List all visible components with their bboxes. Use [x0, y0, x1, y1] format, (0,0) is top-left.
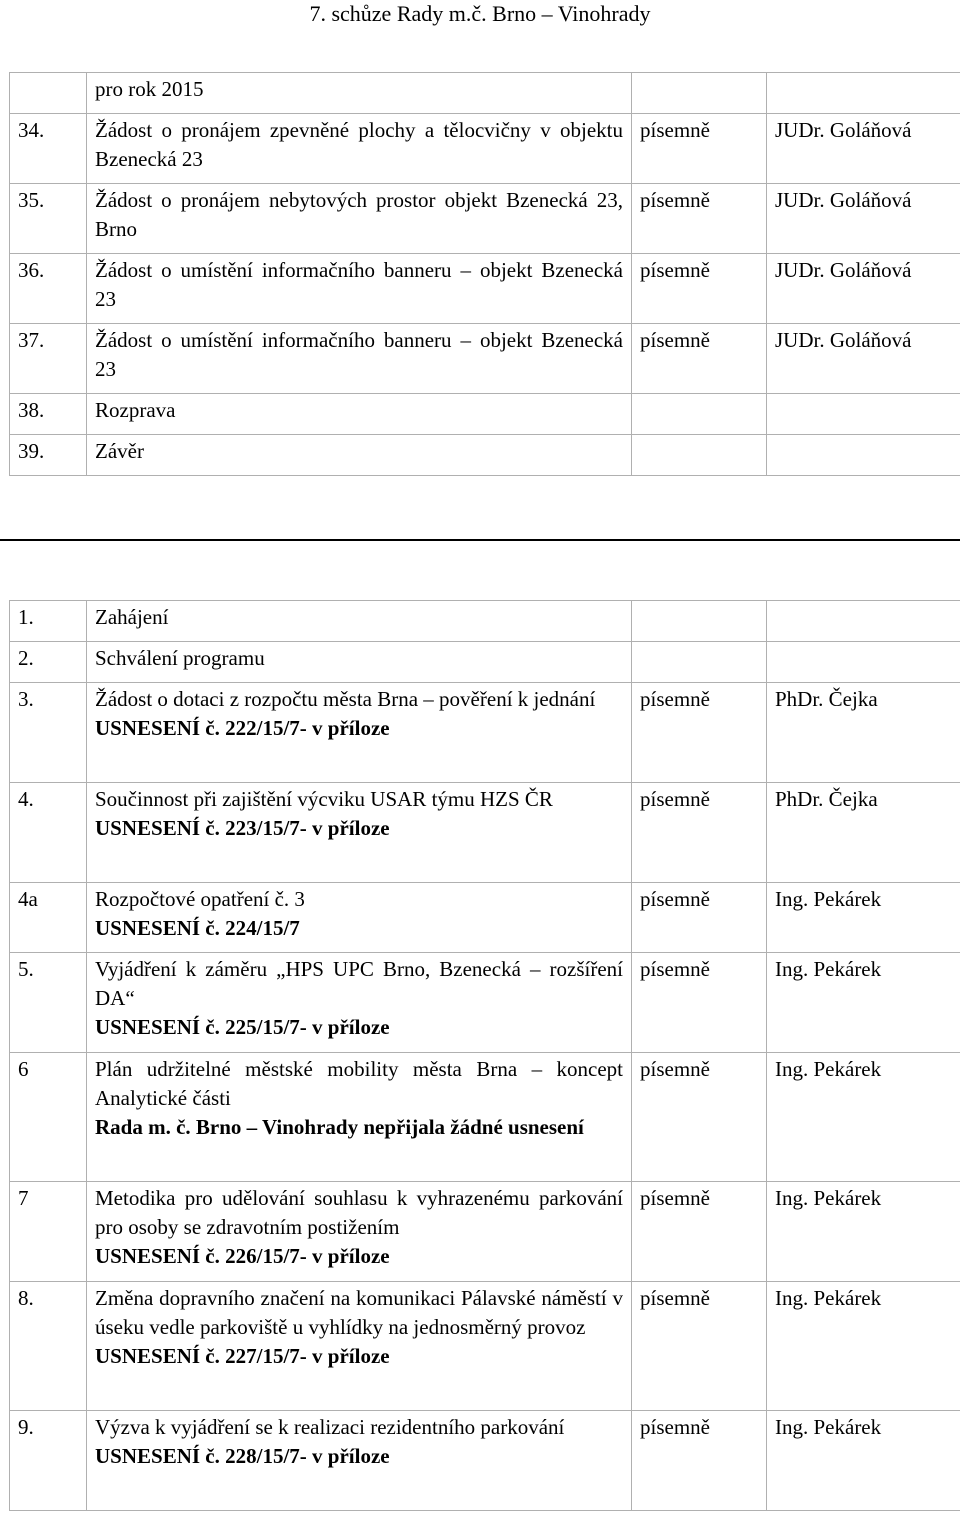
item-reporter: Ing. Pekárek: [767, 1411, 960, 1511]
item-title: Rozprava: [87, 394, 632, 435]
item-number: 8.: [10, 1282, 87, 1411]
resolution-number: USNESENÍ č. 228/15/7- v příloze: [95, 1444, 390, 1468]
item-form: [632, 435, 767, 476]
table-row: [10, 114, 960, 184]
resolution-number: USNESENÍ č. 225/15/7- v příloze: [95, 1015, 390, 1039]
table-row: [10, 1282, 960, 1411]
item-form: písemně: [632, 1182, 767, 1282]
item-title: Plán udržitelné městské mobility města Brna – koncept Analytické části Rada m. č. Brno – Vinohrady nepřijala žádné usnesení: [87, 1053, 632, 1182]
item-number: 36.: [10, 254, 87, 324]
item-reporter: Ing. Pekárek: [767, 1182, 960, 1282]
resolution-number: USNESENÍ č. 223/15/7- v příloze: [95, 816, 390, 840]
table-row: [10, 601, 960, 642]
item-form: [632, 601, 767, 642]
item-form: [632, 394, 767, 435]
item-number: 37.: [10, 324, 87, 394]
item-title: Vyjádření k záměru „HPS UPC Brno, Bzenecká – rozšíření DA“ USNESENÍ č. 225/15/7- v příloze: [87, 953, 632, 1053]
item-title: Změna dopravního značení na komunikaci Pálavské náměstí v úseku vedle parkoviště u vyhlídky na jednosměrný provoz USNESENÍ č. 227/15/7- v příloze: [87, 1282, 632, 1411]
item-number: 5.: [10, 953, 87, 1053]
item-title: Součinnost při zajištění výcviku USAR týmu HZS ČR USNESENÍ č. 223/15/7- v příloze: [87, 783, 632, 883]
table-row: [10, 953, 960, 1053]
resolution-note: Rada m. č. Brno – Vinohrady nepřijala žádné usnesení: [95, 1115, 584, 1139]
table-row: [10, 324, 960, 394]
item-reporter: Ing. Pekárek: [767, 1282, 960, 1411]
item-number: 9.: [10, 1411, 87, 1511]
item-title: Žádost o umístění informačního banneru – objekt Bzenecká 23: [87, 324, 632, 394]
item-number: 7: [10, 1182, 87, 1282]
item-number: 38.: [10, 394, 87, 435]
item-reporter: Ing. Pekárek: [767, 1053, 960, 1182]
item-reporter: [767, 642, 960, 683]
table-row: [10, 1053, 960, 1182]
item-form: písemně: [632, 114, 767, 184]
item-reporter: PhDr. Čejka: [767, 683, 960, 783]
item-title: Závěr: [87, 435, 632, 476]
table-row: [10, 1182, 960, 1282]
item-title: Žádost o pronájem nebytových prostor objekt Bzenecká 23, Brno: [87, 184, 632, 254]
item-title: Zahájení: [87, 601, 632, 642]
resolution-number: USNESENÍ č. 227/15/7- v příloze: [95, 1344, 390, 1368]
item-title: pro rok 2015: [87, 73, 632, 114]
item-title: Rozpočtové opatření č. 3 USNESENÍ č. 224/15/7: [87, 883, 632, 953]
item-form: písemně: [632, 783, 767, 883]
section-divider: [0, 539, 960, 541]
item-number: 2.: [10, 642, 87, 683]
item-number: 39.: [10, 435, 87, 476]
item-form: písemně: [632, 184, 767, 254]
item-title: Výzva k vyjádření se k realizaci rezidentního parkování USNESENÍ č. 228/15/7- v příloze: [87, 1411, 632, 1511]
item-title: Schválení programu: [87, 642, 632, 683]
item-title: Metodika pro udělování souhlasu k vyhrazenému parkování pro osoby se zdravotním postižením USNESENÍ č. 226/15/7- v příloze: [87, 1182, 632, 1282]
table-row: [10, 435, 960, 476]
item-title: Žádost o dotaci z rozpočtu města Brna – pověření k jednání USNESENÍ č. 222/15/7- v příloze: [87, 683, 632, 783]
resolution-number: USNESENÍ č. 226/15/7- v příloze: [95, 1244, 390, 1268]
item-number: 3.: [10, 683, 87, 783]
item-reporter: JUDr. Goláňová: [767, 184, 960, 254]
table-row: [10, 394, 960, 435]
item-number: 4.: [10, 783, 87, 883]
table-row: [10, 184, 960, 254]
item-title: Žádost o pronájem zpevněné plochy a tělocvičny v objektu Bzenecká 23: [87, 114, 632, 184]
table-row: [10, 1411, 960, 1511]
item-number: [10, 73, 87, 114]
item-reporter: [767, 73, 960, 114]
table-row: [10, 683, 960, 783]
resolution-number: USNESENÍ č. 224/15/7: [95, 916, 300, 940]
resolution-number: USNESENÍ č. 222/15/7- v příloze: [95, 716, 390, 740]
item-form: [632, 642, 767, 683]
item-form: písemně: [632, 1411, 767, 1511]
item-reporter: [767, 435, 960, 476]
agenda-table: [9, 600, 960, 1511]
item-reporter: [767, 394, 960, 435]
table-row: [10, 642, 960, 683]
table-row: [10, 254, 960, 324]
item-title: Žádost o umístění informačního banneru – objekt Bzenecká 23: [87, 254, 632, 324]
item-form: písemně: [632, 1053, 767, 1182]
item-reporter: JUDr. Goláňová: [767, 324, 960, 394]
table-row: [10, 73, 960, 114]
item-number: 1.: [10, 601, 87, 642]
item-reporter: PhDr. Čejka: [767, 783, 960, 883]
item-reporter: Ing. Pekárek: [767, 883, 960, 953]
item-number: 35.: [10, 184, 87, 254]
item-form: písemně: [632, 1282, 767, 1411]
item-form: písemně: [632, 254, 767, 324]
item-number: 6: [10, 1053, 87, 1182]
item-form: písemně: [632, 953, 767, 1053]
item-form: písemně: [632, 683, 767, 783]
table-row: [10, 783, 960, 883]
item-reporter: JUDr. Goláňová: [767, 114, 960, 184]
item-form: písemně: [632, 324, 767, 394]
item-number: 4a: [10, 883, 87, 953]
item-reporter: JUDr. Goláňová: [767, 254, 960, 324]
page-title: 7. schůze Rady m.č. Brno – Vinohrady: [309, 1, 651, 26]
item-number: 34.: [10, 114, 87, 184]
agenda-table-continued: [9, 72, 960, 476]
item-reporter: [767, 601, 960, 642]
table-row: [10, 883, 960, 953]
item-reporter: Ing. Pekárek: [767, 953, 960, 1053]
item-form: [632, 73, 767, 114]
item-form: písemně: [632, 883, 767, 953]
